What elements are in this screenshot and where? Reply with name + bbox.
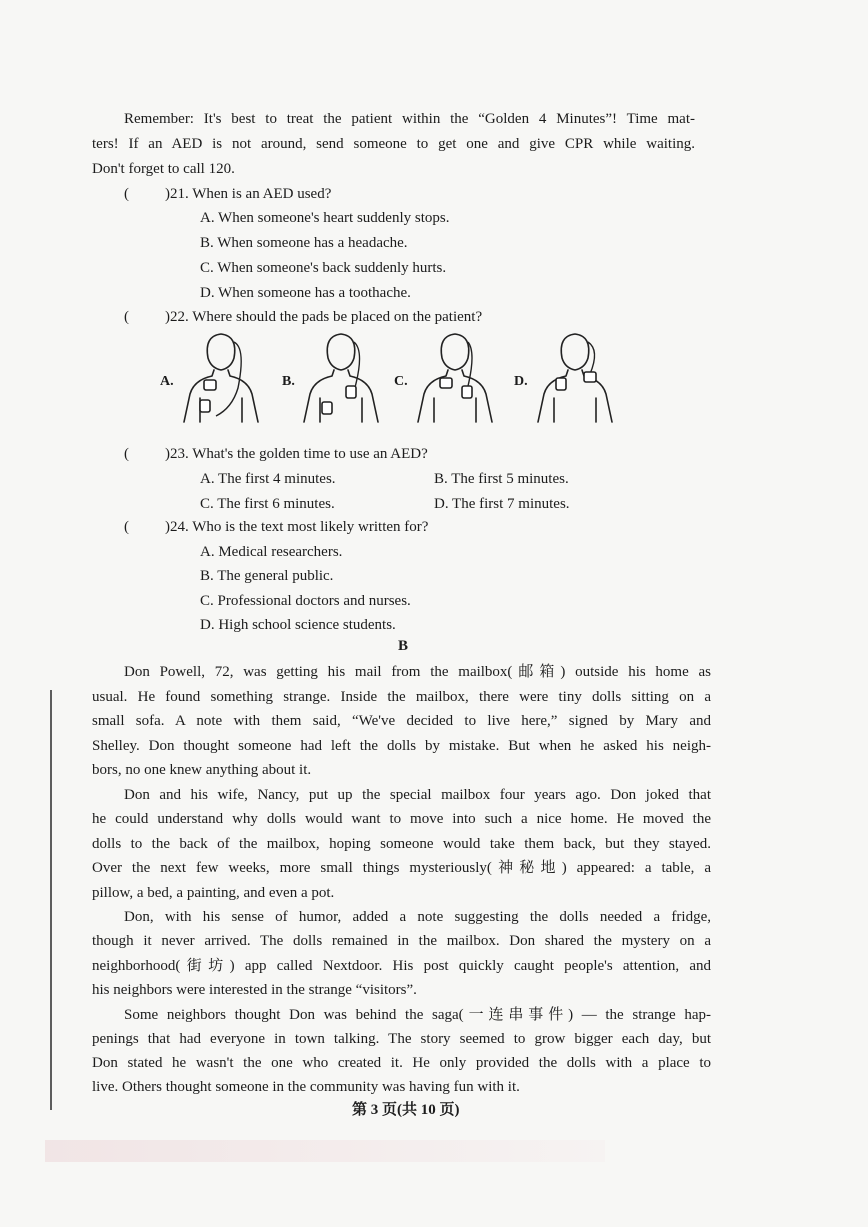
q22-figure-label-b: B.: [282, 374, 295, 389]
answer-bracket[interactable]: (: [124, 519, 129, 535]
passage-b-line: Shelley. Don thought someone had left the dolls by mistake. But when he asked his neigh-: [92, 738, 711, 754]
question-24: )24. Who is the text most likely written for?: [165, 519, 429, 535]
passage-b-line: neighborhood(街坊) app called Nextdoor. His post quickly caught people's attention, and: [92, 958, 711, 974]
passage-b-line: dolls to the back of the mailbox, hoping someone would take them back, but they stayed.: [92, 836, 711, 852]
aed-pad-figure-c: [410, 328, 500, 424]
q24-option-a: A. Medical researchers.: [200, 544, 343, 560]
passage-b-line: Some neighbors thought Don was behind the saga(一连串事件) — the strange hap-: [124, 1007, 711, 1023]
passage-b-line: Don Powell, 72, was getting his mail from the mailbox(邮箱) outside his home as: [124, 664, 711, 680]
q21-option-d: D. When someone has a toothache.: [200, 285, 411, 301]
passage-b-line: though it never arrived. The dolls remained in the mailbox. Don shared the mystery on a: [92, 933, 711, 949]
passage-b-line: usual. He found something strange. Inside the mailbox, there were tiny dolls sitting on a: [92, 689, 711, 705]
page-bleed-strip: [45, 1140, 605, 1162]
question-23: )23. What's the golden time to use an AED?: [165, 446, 428, 462]
passage-a-line: Don't forget to call 120.: [92, 161, 235, 177]
answer-bracket[interactable]: (: [124, 446, 129, 462]
passage-b-line: Don and his wife, Nancy, put up the special mailbox four years ago. Don joked that: [124, 787, 711, 803]
passage-b-line: small sofa. A note with them said, “We've decided to live here,” signed by Mary and: [92, 713, 711, 729]
passage-b-line: live. Others thought someone in the community was having fun with it.: [92, 1079, 520, 1095]
passage-a-line: Remember: It's best to treat the patient within the “Golden 4 Minutes”! Time mat-: [124, 111, 695, 127]
passage-b-line: Don stated he wasn't the one who created it. He only provided the dolls with a place to: [92, 1055, 711, 1071]
q23-option-d: D. The first 7 minutes.: [434, 496, 570, 512]
aed-pad-figure-d: [530, 328, 620, 424]
q24-option-b: B. The general public.: [200, 568, 334, 584]
passage-b-line: Don, with his sense of humor, added a note suggesting the dolls needed a fridge,: [124, 909, 711, 925]
page-number-footer: 第 3 页(共 10 页): [352, 1102, 460, 1118]
q23-option-b: B. The first 5 minutes.: [434, 471, 569, 487]
answer-bracket[interactable]: (: [124, 186, 129, 202]
q23-option-a: A. The first 4 minutes.: [200, 471, 336, 487]
passage-b-line: his neighbors were interested in the strange “visitors”.: [92, 982, 417, 998]
q22-figure-label-d: D.: [514, 374, 528, 389]
margin-rule: [50, 690, 52, 1110]
q21-option-c: C. When someone's back suddenly hurts.: [200, 260, 447, 276]
answer-bracket[interactable]: (: [124, 309, 129, 325]
passage-b-line: bors, no one knew anything about it.: [92, 762, 312, 778]
passage-b-line: he could understand why dolls would want to move into such a nice home. He moved the: [92, 811, 711, 827]
q24-option-d: D. High school science students.: [200, 617, 396, 633]
question-21: )21. When is an AED used?: [165, 186, 332, 202]
q22-figure-label-a: A.: [160, 374, 174, 389]
question-22: )22. Where should the pads be placed on the patient?: [165, 309, 483, 325]
passage-b-line: pillow, a bed, a painting, and even a pot.: [92, 885, 335, 901]
aed-pad-figure-b: [296, 328, 386, 424]
section-heading-b: B: [398, 638, 409, 654]
q22-figure-label-c: C.: [394, 374, 408, 389]
q23-option-c: C. The first 6 minutes.: [200, 496, 335, 512]
passage-b-line: penings that had everyone in town talking. The story seemed to grow bigger each day, but: [92, 1031, 711, 1047]
q21-option-a: A. When someone's heart suddenly stops.: [200, 210, 450, 226]
q21-option-b: B. When someone has a headache.: [200, 235, 408, 251]
q24-option-c: C. Professional doctors and nurses.: [200, 593, 411, 609]
passage-b-line: Over the next few weeks, more small things mysteriously(神秘地) appeared: a table, a: [92, 860, 711, 876]
aed-pad-figure-a: [176, 328, 266, 424]
passage-a-line: ters! If an AED is not around, send someone to get one and give CPR while waiting.: [92, 136, 695, 152]
